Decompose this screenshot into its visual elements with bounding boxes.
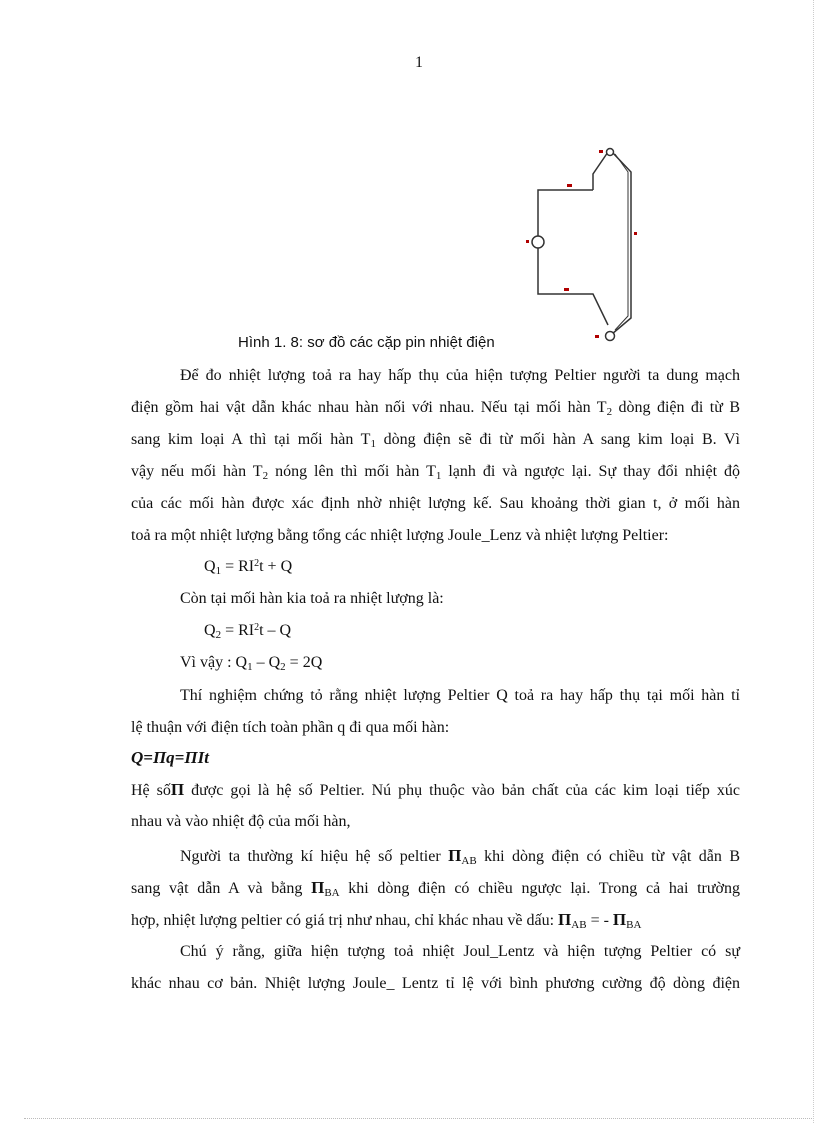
page-number: 1 [415, 54, 423, 71]
paragraph-line: Thí nghiệm chứng tỏ rằng nhiệt lượng Peltier Q toả ra hay hấp thụ tại mối hàn tỉ [180, 687, 740, 704]
arrow-mark [599, 150, 603, 153]
paragraph-line: điện gồm hai vật dẫn khác nhau hàn nối với nhau. Nếu tại mối hàn $T_2$ dòng điện đi từ B [131, 399, 741, 418]
circuit-wire [615, 154, 628, 330]
equation-difference: Vì vậy : $Q_1 - Q_2 = 2Q$ [180, 654, 323, 673]
equation-q1: $Q_1 = RI^2t + Q$ [204, 558, 293, 577]
paragraph-line: nhau và vào nhiệt độ của mối hàn, [131, 813, 351, 830]
paragraph-line: Người ta thường kí hiệu hệ số peltier $\Pi_{AB}$ khi dòng điện có chiều từ vật dẫn B [180, 846, 740, 867]
peltier-circuit-diagram [520, 140, 650, 350]
arrow-mark [526, 240, 529, 243]
arrow-mark [595, 335, 599, 338]
paragraph-line: hợp, nhiệt lượng peltier có giá trị như nhau, chỉ khác nhau về dấu: $\Pi_{AB}$ = - $\Pi_{BA}$ [131, 910, 642, 931]
galvanometer-icon [532, 236, 544, 248]
arrow-mark [567, 184, 572, 187]
equation-q2: $Q_2 = RI^2t - Q$ [204, 622, 292, 641]
arrow-mark [564, 288, 569, 291]
paragraph-line: sang vật dẫn A và bằng $\Pi_{BA}$ khi dòng điện có chiều ngược lại. Trong cả hai trường [131, 878, 741, 899]
paragraph-line: toả ra một nhiệt lượng bằng tổng các nhiệt lượng Joule_Lenz và nhiệt lượng Peltier: [131, 527, 669, 544]
figure-caption: Hình 1. 8: sơ đồ các cặp pin nhiệt điện [238, 334, 495, 351]
page-border-bottom [24, 1118, 814, 1119]
circuit-wire [538, 190, 608, 325]
paragraph-line: lệ thuận với điện tích toàn phần q đi qua mối hàn: [131, 719, 450, 736]
paragraph-line: khác nhau cơ bản. Nhiệt lượng Joule_ Lentz tỉ lệ với bình phương cường độ dòng điện [131, 975, 740, 992]
paragraph-line: vậy nếu mối hàn $T_2$ nóng lên thì mối hàn $T_1$ lạnh đi và ngược lại. Sự thay đổi nhiệt độ [131, 463, 741, 482]
junction-t1-icon [607, 149, 614, 156]
paragraph-line: Hệ sốΠ được gọi là hệ số Peltier. Nú phụ thuộc vào bản chất của các kim loại tiếp xúc [131, 780, 740, 799]
peltier-formula: Q=Πq=ΠIt [131, 748, 209, 767]
arrow-mark [634, 232, 637, 235]
junction-t2-icon [606, 332, 615, 341]
page-border-right [813, 0, 814, 1123]
paragraph-line: của các mối hàn được xác định nhờ nhiệt lượng kế. Sau khoảng thời gian t, ở mối hàn [131, 495, 740, 512]
circuit-wire [593, 152, 608, 190]
paragraph-line: Còn tại mối hàn kia toả ra nhiệt lượng là: [180, 590, 444, 607]
paragraph-line: sang kim loại A thì tại mối hàn $T_1$ dòng điện sẽ đi từ mối hàn A sang kim loại B. Vì [131, 431, 741, 450]
paragraph-line: Chú ý rằng, giữa hiện tượng toả nhiệt Joul_Lentz và hiện tượng Peltier có sự [180, 943, 740, 960]
paragraph-line: Để đo nhiệt lượng toả ra hay hấp thụ của hiện tượng Peltier người ta dung mạch [180, 367, 740, 384]
